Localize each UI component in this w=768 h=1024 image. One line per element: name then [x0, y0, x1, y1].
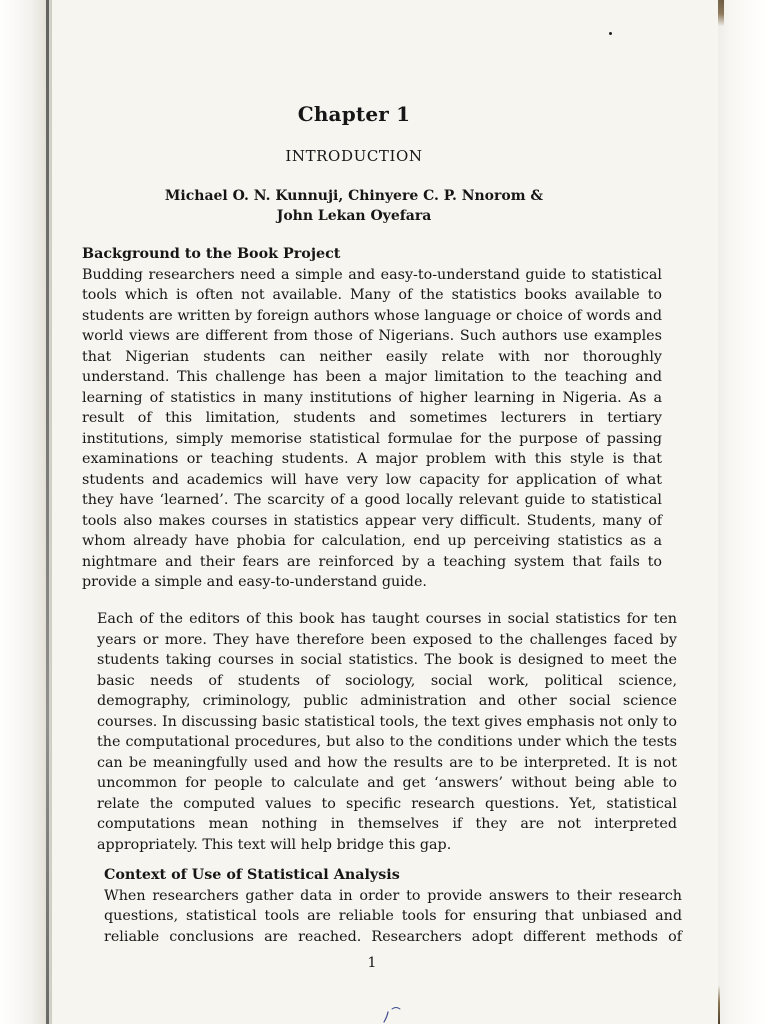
chapter-label: Chapter 1 [297, 102, 411, 126]
text-line: tools also makes courses in statistics appear very difficult. Students, many of [82, 512, 662, 529]
text-line: understand. This challenge has been a major limitation to the teaching and [82, 369, 662, 385]
text-line: learning of statistics in many institutions of higher learning in Nigeria. As a [82, 389, 662, 406]
text-line: that Nigerian students can neither easily relate with nor thoroughly [82, 348, 662, 365]
text-line: When researchers gather data in order to provide answers to their research [104, 887, 682, 904]
text-line: they have ‘learned’. The scarcity of a good locally relevant guide to statistical [82, 492, 662, 508]
book-page [52, 0, 718, 1024]
text-line: computations mean nothing in themselves if they are not interpreted [97, 816, 677, 832]
author-line: John Lekan Oyefara [276, 208, 432, 224]
text-line: reliable conclusions are reached. Researchers adopt different methods of [104, 928, 682, 945]
pen-mark-icon [378, 1000, 408, 1024]
section-title: Context of Use of Statistical Analysis [104, 867, 400, 883]
text-line: basic needs of students of sociology, social work, political science, [97, 672, 677, 689]
ink-speck [609, 32, 612, 35]
text-line: Budding researchers need a simple and easy-to-understand guide to statistical [82, 266, 662, 283]
paragraph [104, 886, 682, 948]
text-line: demography, criminology, public administration and other social science [97, 693, 677, 709]
text-line: result of this limitation, students and sometimes lecturers in tertiary [82, 410, 662, 426]
section-context [104, 865, 682, 947]
text-line: whom already have phobia for calculation, end up perceiving statistics as a [82, 533, 662, 549]
text-line: can be meaningfully used and how the results are to be interpreted. It is not [97, 754, 677, 771]
text-line: students taking courses in social statistics. The book is designed to meet the [97, 652, 677, 668]
text-line: Each of the editors of this book has taught courses in social statistics for ten [97, 611, 677, 627]
chapter-heading: INTRODUCTION [285, 147, 423, 165]
page-number: 1 [367, 955, 377, 971]
text-line: nightmare and their fears are reinforced by a teaching system that fails to [82, 553, 662, 570]
text-line: students are written by foreign authors whose language or choice of words and [82, 307, 662, 324]
paragraph-editors [97, 609, 677, 855]
text-line: courses. In discussing basic statistical tools, the text gives emphasis not only to [97, 713, 677, 730]
book-spine-edge [46, 0, 49, 1024]
section-background [82, 244, 662, 593]
text-line: tools which is often not available. Many of the statistics books available to [82, 287, 662, 303]
author-line: Michael O. N. Kunnuji, Chinyere C. P. Nnorom & [164, 188, 544, 204]
text-line: appropriately. This text will help bridge this gap. [97, 836, 452, 853]
text-line: years or more. They have therefore been exposed to the challenges faced by [97, 631, 677, 648]
text-line: questions, statistical tools are reliable tools for ensuring that unbiased and [104, 908, 682, 924]
text-line: world views are different from those of Nigerians. Such authors use examples [82, 328, 662, 344]
text-line: students and academics will have very low capacity for application of what [82, 471, 662, 488]
paragraph [82, 265, 662, 593]
text-line: relate the computed values to specific research questions. Yet, statistical [97, 795, 677, 812]
book-spine-shadow [0, 0, 52, 1024]
section-title: Background to the Book Project [82, 246, 341, 262]
text-line: institutions, simply memorise statistical formulae for the purpose of passing [82, 430, 662, 447]
text-line: examinations or teaching students. A major problem with this style is that [82, 451, 662, 467]
text-line: the computational procedures, but also to the conditions under which the tests [97, 734, 677, 750]
page-right-margin [714, 0, 768, 1024]
text-line: provide a simple and easy-to-understand guide. [82, 574, 427, 590]
text-line: uncommon for people to calculate and get ‘answers’ without being able to [97, 775, 677, 791]
author-block [52, 186, 656, 226]
